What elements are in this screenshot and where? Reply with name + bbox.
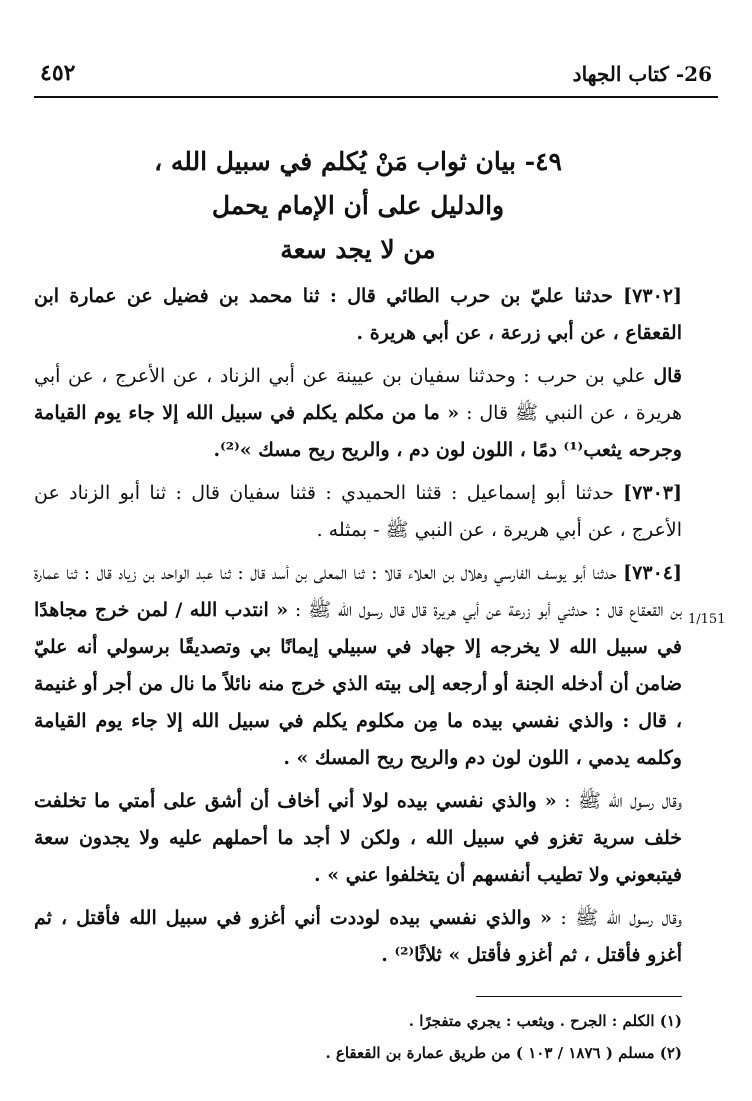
book-title: 26- كتاب الجهاد — [572, 62, 712, 86]
hadith-text: حدثنا أبو يوسف الفارسي وهلال بن العلاء قالا : ثنا المعلى بن أسد قال : ثنا عبد الواحد بن زياد قال : ثنا عمارة بن القعقاع قال : حدثني أبو زرعة عن أبي هريرة قال قال رسول الله ﷺ : — [34, 562, 682, 621]
hadith-quote: « انتدب الله / لمن خرج مجاهدًا في سبيل الله لا يخرجه إلا جهاد في سبيلي إيمانًا بي وتصديقًا برسولي أنه عليّ ضامن أن أدخله الجنة أو أرجعه إلى بيته الذي خرج منه نائلاً ما نال من أجر أو غنيمة ، قال : والذي نفسي بيده ما مِن مكلوم يكلم في سبيل الله إلا جاء يوم القيامة وكلمه يدمي ، اللون لون دم والريح ريح المسك » . — [34, 599, 682, 769]
hadith-text: حدثنا أبو إسماعيل : قثنا الحميدي : قثنا سفيان قال : ثنا أبو الزناد عن الأعرج ، عن أبي هريرة ، عن النبي ﷺ - بمثله . — [34, 482, 682, 541]
hadith-paragraph — [34, 475, 682, 549]
footnote: (٢) مسلم ( ١٨٧٦ / ١٠٣ ) من طريق عمارة بن القعقاع . — [325, 1044, 682, 1062]
chapter-title-line: ٤٩- بيان ثواب مَنْ يُكلم في سبيل الله ، — [154, 147, 562, 176]
hadith-text: حدثنا عليّ بن حرب الطائي قال : ثنا محمد بن فضيل عن عمارة ابن القعقاع ، عن أبي زرعة ، عن أبي هريرة . — [34, 285, 682, 344]
hadith-text: علي بن حرب : وحدثنا سفيان بن عيينة عن أبي الزناد ، عن الأعرج ، عن أبي هريرة ، عن النبي ﷺ قال : — [34, 365, 682, 424]
hadith-quote: « والذي نفسي بيده لوددت أني أغزو في سبيل الله فأقتل ، ثم أغزو فأقتل ، ثم أغزو فأقتل » ثلاثًا⁽²⁾ . — [34, 907, 682, 966]
margin-reference: 1/151 — [688, 612, 726, 627]
chapter-title-line: من لا يجد سعة — [280, 235, 436, 264]
hadith-text: وقال رسول الله ﷺ : — [551, 907, 682, 929]
hadith-number: [٧٣٠٣] — [623, 482, 682, 504]
chapter-title-line: والدليل على أن الإمام يحمل — [211, 191, 505, 220]
chapter-title — [34, 140, 682, 272]
footnote-divider — [476, 996, 682, 997]
hadith-quote: « ما من مكلم يكلم في سبيل الله إلا جاء يوم القيامة وجرحه يثعب⁽¹⁾ دمًا ، اللون لون دم ، والريح ريح مسك »⁽²⁾. — [34, 402, 682, 461]
page-content — [34, 140, 682, 1069]
hadith-text: وقال رسول الله ﷺ : — [556, 790, 682, 812]
hadith-lead: قال — [653, 365, 682, 387]
hadith-paragraph — [34, 783, 682, 894]
hadith-number: [٧٣٠٢] — [623, 285, 682, 307]
hadith-number: [٧٣٠٤] — [623, 562, 682, 584]
hadith-paragraph — [34, 900, 682, 974]
hadith-paragraph — [34, 278, 682, 352]
footnote: (١) الكلم : الجرح . ويثعب : يجري متفجرًا . — [408, 1012, 682, 1030]
page-header — [34, 56, 718, 98]
hadith-paragraph — [34, 555, 682, 777]
hadith-quote: « والذي نفسي بيده لولا أني أخاف أن أشق على أمتي ما تخلفت خلف سرية تغزو في سبيل الله ، ولكن لا أجد ما أحملهم عليه ولا يجدون سعة فيتبعوني ولا تطيب أنفسهم أن يتخلفوا عني » . — [34, 790, 682, 886]
hadith-paragraph — [34, 358, 682, 469]
page-number: ٤٥٢ — [40, 60, 76, 86]
